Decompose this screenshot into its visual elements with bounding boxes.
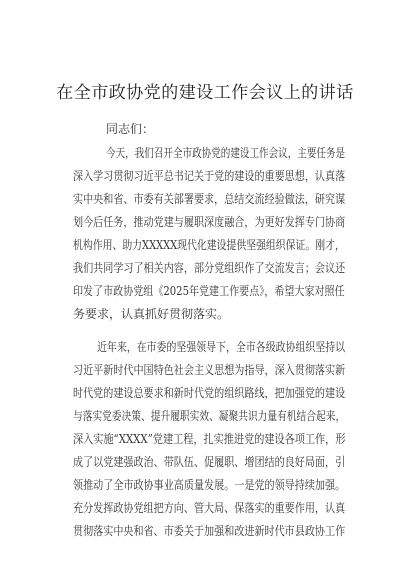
paragraph-line: 划今后任务，推动党建与履职深度融合，为更好发挥专门协商 <box>73 215 346 229</box>
paragraph-line: 充分发挥政协党组把方向、管大局、保落实的重要作用，认真 <box>73 501 346 515</box>
paragraph-line: 领推动了全市政协事业高质量发展。一是党的领导持续加强。 <box>73 478 346 492</box>
paragraph-line: 与落实党委决策、提升履职实效、凝聚共识力量有机结合起来， <box>73 409 346 423</box>
paragraph-line: 印发了市政协党组《2025年党建工作要点》，希望大家对照任 <box>73 284 345 298</box>
paragraph-line: 时代党的建设总要求和新时代党的组织路线，把加强党的建设 <box>73 386 346 400</box>
paragraph-line: 贯彻落实中央和省、市委关于加强和改进新时代市县政协工作 <box>73 524 346 538</box>
paragraph-line: 成了以党建强政治、带队伍、促履职、增团结的良好局面，引 <box>73 455 346 469</box>
document-title: 在全市政协党的建设工作会议上的讲话 <box>56 83 354 103</box>
paragraph-line: 务要求，认真抓好贯彻落实。 <box>73 307 230 321</box>
greeting: 同志们： <box>106 122 155 136</box>
paragraph-line: 深入学习贯彻习近平总书记关于党的建设的重要思想，认真落 <box>73 169 346 183</box>
paragraph-line: 实中央和省、市委有关部署要求，总结交流经验做法，研究谋 <box>73 192 346 206</box>
paragraph-line: 近年来，在市委的坚强领导下，全市各级政协组织坚持以 <box>97 340 346 354</box>
paragraph-line: 今天，我们召开全市政协党的建设工作会议，主要任务是 <box>106 146 346 160</box>
paragraph-line: 我们共同学习了相关内容，部分党组织作了交流发言；会议还 <box>73 261 346 275</box>
paragraph-line: 习近平新时代中国特色社会主义思想为指导，深入贯彻落实新 <box>73 363 346 377</box>
paragraph-line: 机构作用、助力XXXXX现代化建设提供坚强组织保证。刚才， <box>73 238 345 252</box>
paragraph-line: 深入实施“XXXX”党建工程，扎实推进党的建设各项工作，形 <box>73 432 346 446</box>
